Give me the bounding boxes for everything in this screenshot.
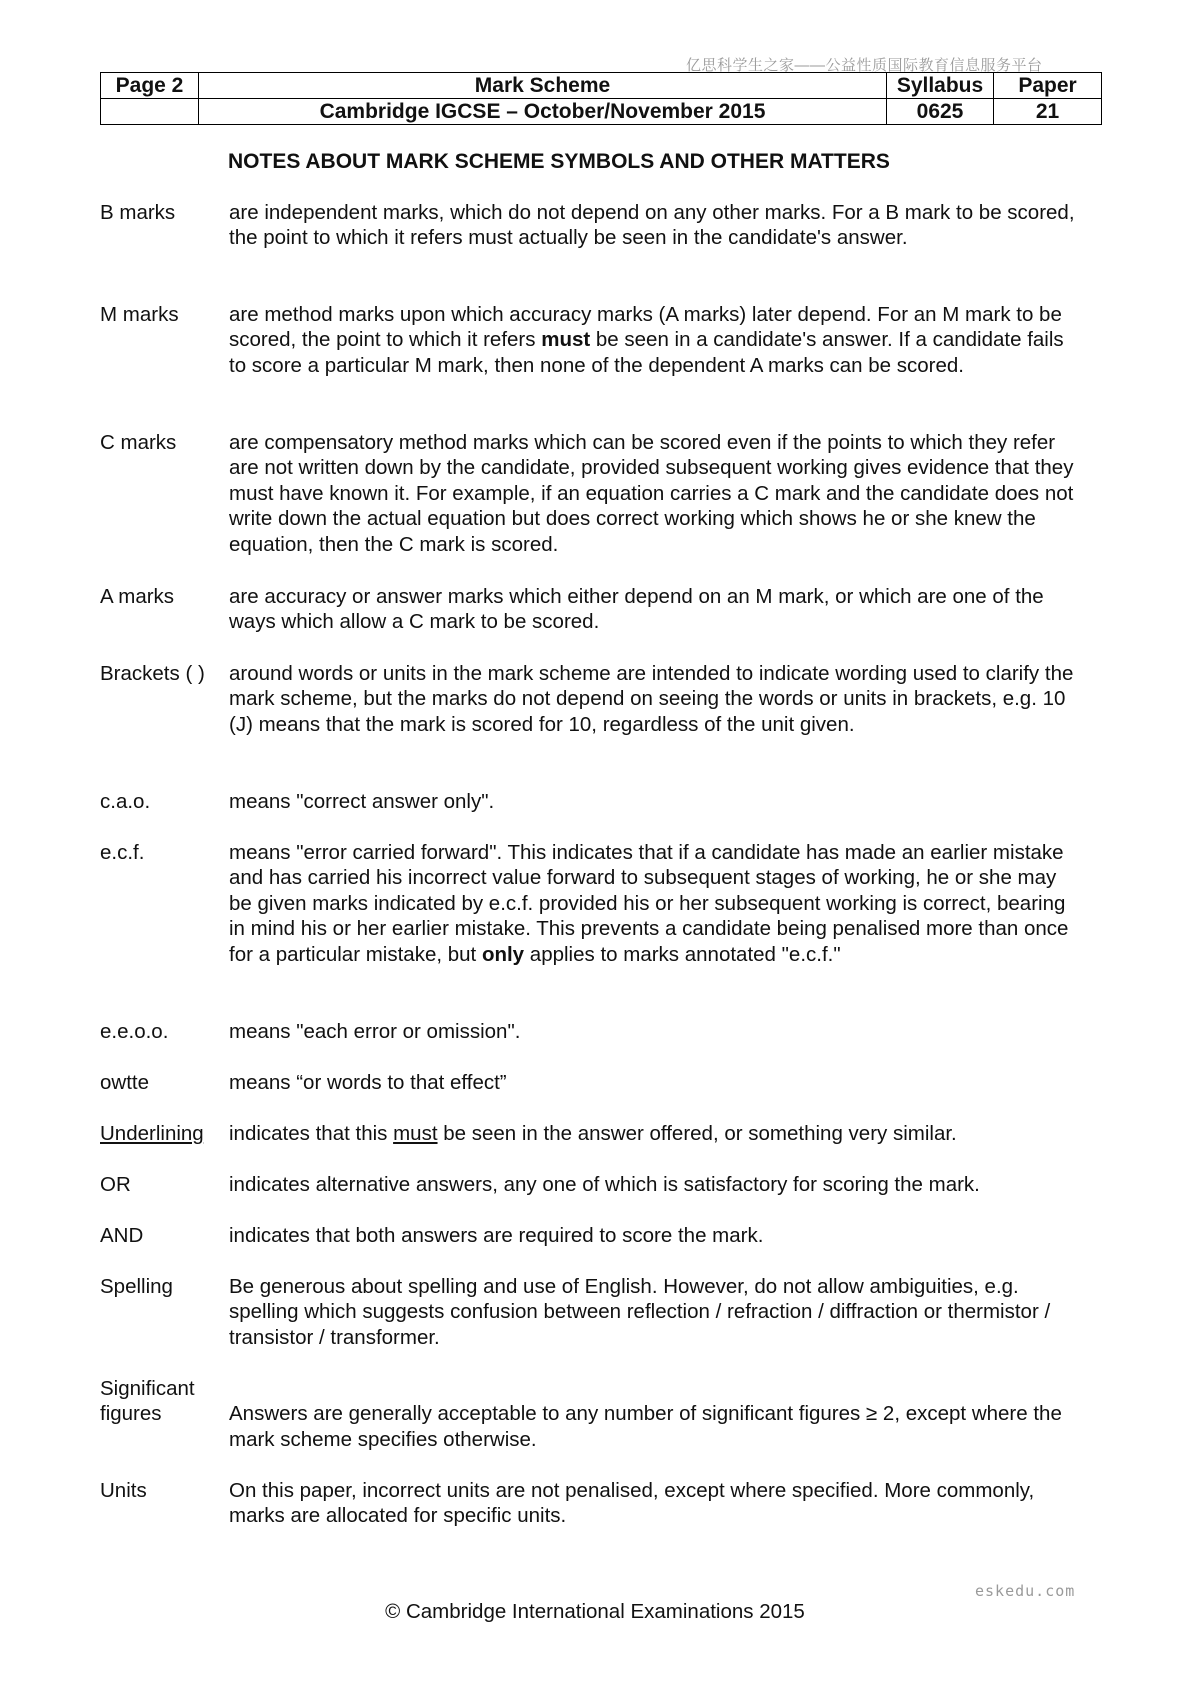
emphasis-only: only	[481, 942, 525, 966]
note-desc: means "error carried forward". This indicates that if a candidate has made an earlier mistake and has carried his incorrect value forward to subsequent stages of working, he or she may be given marks indicated by e.c.f. provided his or her subsequent working is correct, bearing in mind his or her earlier mistake. This prevents a candidate being penalised more than once for a particular mistake, but only applies to marks annotated "e.c.f."	[229, 841, 1069, 966]
emphasis-must: must	[541, 328, 591, 352]
note-desc: around words or units in the mark scheme are intended to indicate wording used to clarify the mark scheme, but the marks do not depend on seeing the words or units in brackets, e.g. 10 (J) means that the mark is scored for 10, regardless of the unit given.	[229, 662, 1074, 736]
note-term: M marks	[100, 303, 179, 326]
note-term: A marks	[100, 585, 175, 608]
note-term: B marks	[100, 201, 176, 224]
note-term: OR	[100, 1173, 131, 1196]
note-desc: are independent marks, which do not depend on any other marks. For a B mark to be scored, the point to which it refers must actually be seen in the candidate's answer.	[229, 201, 1075, 250]
note-term: e.e.o.o.	[100, 1020, 169, 1043]
note-term: Significant figures	[100, 1377, 195, 1426]
note-term: Brackets ( )	[100, 662, 205, 685]
header-paper-label: Paper	[994, 73, 1102, 99]
note-term: Underlining	[100, 1122, 204, 1145]
note-term: C marks	[100, 431, 177, 454]
note-term: Spelling	[100, 1275, 173, 1298]
note-desc: means "correct answer only".	[229, 790, 495, 813]
header-paper: 21	[994, 99, 1102, 125]
note-desc: indicates that both answers are required to score the mark.	[229, 1224, 764, 1247]
header-page: Page 2	[101, 73, 199, 99]
footer-copyright: © Cambridge International Examinations 2015	[385, 1600, 805, 1623]
note-desc: Answers are generally acceptable to any number of significant figures ≥ 2, except where the mark scheme specifies otherwise.	[229, 1402, 1062, 1451]
emphasis-must-underlined: must	[393, 1122, 438, 1145]
note-desc: Be generous about spelling and use of English. However, do not allow ambiguities, e.g. spelling which suggests confusion between reflection / refraction / diffraction or thermistor / transistor / transformer.	[229, 1275, 1051, 1349]
header-title: Mark Scheme	[199, 73, 887, 99]
note-desc: indicates that this must be seen in the answer offered, or something very similar.	[229, 1122, 957, 1145]
notes-title: NOTES ABOUT MARK SCHEME SYMBOLS AND OTHER MATTERS	[228, 150, 890, 173]
header-exam: Cambridge IGCSE – October/November 2015	[199, 99, 887, 125]
note-desc: means "each error or omission".	[229, 1020, 521, 1043]
note-desc: means “or words to that effect”	[229, 1071, 507, 1094]
note-desc: are compensatory method marks which can be scored even if the points to which they refer are not written down by the candidate, provided subsequent working gives evidence that they must have known it. For example, if an equation carries a C mark and the candidate does not write down the actual equation but does correct working which shows he or she knew the equation, then the C mark is scored.	[229, 431, 1074, 556]
note-term: e.c.f.	[100, 841, 145, 864]
note-term: c.a.o.	[100, 790, 151, 813]
watermark-bottom: eskedu.com	[975, 1582, 1076, 1600]
note-term: Units	[100, 1479, 147, 1502]
note-desc: indicates alternative answers, any one of which is satisfactory for scoring the mark.	[229, 1173, 980, 1196]
note-term: owtte	[100, 1071, 149, 1094]
header-syllabus-label: Syllabus	[887, 73, 994, 99]
note-desc: are accuracy or answer marks which either depend on an M mark, or which are one of the ways which allow a C mark to be scored.	[229, 585, 1044, 634]
note-desc: are method marks upon which accuracy marks (A marks) later depend. For an M mark to be scored, the point to which it refers must be seen in a candidate's answer. If a candidate fails to score a particular M mark, then none of the dependent A marks can be scored.	[229, 303, 1064, 377]
header-syllabus: 0625	[887, 99, 994, 125]
header-blank	[101, 99, 199, 125]
note-term: AND	[100, 1224, 144, 1247]
header-table	[100, 72, 1102, 125]
watermark-top: 亿思科学生之家——公益性质国际教育信息服务平台	[686, 57, 1043, 74]
note-desc: On this paper, incorrect units are not penalised, except where specified. More commonly, marks are allocated for specific units.	[229, 1479, 1035, 1528]
